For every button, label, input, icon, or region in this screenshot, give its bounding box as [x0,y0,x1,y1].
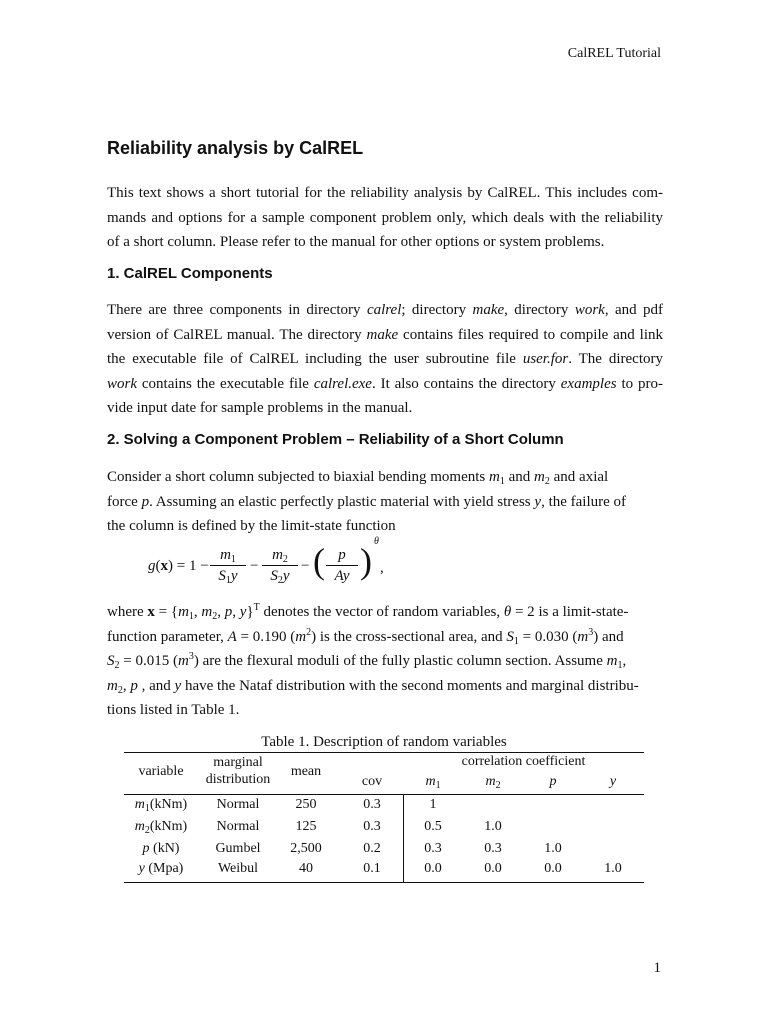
page-title: Reliability analysis by CalREL [107,138,364,158]
table-row-1-c1: 1 [429,797,437,812]
s2-p2-line-4: $m_2$, p , and y have the Nataf distribution with the second moments and marginal distribu- [107,677,639,696]
header-distribution: distribution [205,772,271,787]
table-row-3-c3: 1.0 [544,841,562,856]
header-cov: cov [361,774,383,789]
table-row-4-c4: 1.0 [604,861,622,876]
table-row-2-c2: 1.0 [484,819,502,834]
header-correlation: correlation coefficient [461,754,586,769]
table-row-2-mean: 125 [295,819,317,834]
s2-p1-line-1: Consider a short column subjected to biaxial bending moments $m_1$ and $m_2$ and axial [107,469,609,487]
table-row-4-c1: 0.0 [424,861,442,876]
table-row-4-dist: Weibul [217,861,259,876]
header-corr-m2: $m_2$ [485,774,501,791]
table-row-2-var: $m_2(kNm)$ [134,819,188,836]
s2-p2-line-3: $S_2 = 0.015$ $(m^3)$ are the flexural moduli of the fully plastic column section. Assume $m_1$, [107,651,627,671]
intro-line-3: of a short column. Please refer to the manual for other options or system problems. [107,234,605,250]
header-variable: variable [138,764,184,779]
s2-p2-line-2: function parameter, A = 0.190 $(m^2)$ is the cross-sectional area, and $S_1 = 0.030$ $(m^3)$ and [107,626,624,647]
table-row-4-mean: 40 [299,861,313,876]
s1-line-3: the executable file of CalREL including the user subroutine file user.for. The directory [107,351,663,367]
header-corr-p: p [549,774,557,789]
table-row-1-mean: 250 [295,797,317,812]
intro-paragraph [107,181,663,255]
section-2-heading: 2. Solving a Component Problem – Reliability of a Short Column [107,431,564,448]
table-row-4-cov: 0.1 [363,861,381,876]
table-row-3-c2: 0.3 [484,841,502,856]
table-row-3-var: p (kN) [142,841,180,856]
table-row-2-c1: 0.5 [424,819,442,834]
table-row-1-cov: 0.3 [363,797,381,812]
s2-p1-line-3: the column is defined by the limit-state function [107,518,396,534]
header-corr-m1: $m_1$ [425,774,441,791]
s1-line-5: vide input date for sample problems in the manual. [107,400,413,416]
s2-p1-line-2: force p. Assuming an elastic perfectly plastic material with yield stress y, the failure of [107,493,627,510]
table-vertical-rule [403,794,404,882]
intro-line-2: mands and options for a sample component problem only, which deals with the reliability [107,209,663,226]
limit-state-equation: g(x) = 1 − $\frac{m_1}{S_1y}$ − $\frac{m_2}{S_2y}$ − ( $\frac{p}{Ay}$ ) θ , [148,536,384,586]
intro-line-1: This text shows a short tutorial for the reliability analysis by CalREL. This includes com- [107,185,663,201]
table-row-3-c1: 0.3 [424,841,442,856]
table-row-3-mean: 2,500 [290,841,322,856]
table-row-2-dist: Normal [216,819,260,834]
table-row-3-dist: Gumbel [215,841,261,856]
section-1-heading: 1. CalREL Components [107,265,273,282]
table-row-4-c2: 0.0 [484,861,502,876]
table-caption: Table 1. Description of random variables [261,734,507,750]
s1-line-2: version of CalREL manual. The directory make contains files required to compile and link [107,326,663,343]
running-header: CalREL Tutorial [567,46,661,61]
s2-p2-line-5: tions listed in Table 1. [107,702,240,718]
table-row-2-cov: 0.3 [363,819,381,834]
table-row-4-c3: 0.0 [544,861,562,876]
section-2-paragraph-1 [107,465,663,539]
s1-line-4: work contains the executable file calrel.exe. It also contains the directory examples to pro- [107,375,663,392]
table-row-1-dist: Normal [216,797,260,812]
header-corr-y: y [609,774,617,789]
header-mean: mean [290,764,322,779]
table-bottom-rule [124,882,644,883]
page-number: 1 [653,960,661,976]
s2-p2-line-1: where $x = \{m_1$, $m_2$, p, y}$^T$ denotes the vector of random variables, θ = 2 is a limit-state- [107,602,629,622]
section-2-paragraph-2 [107,600,663,723]
table-header-rule [124,794,644,795]
table-row-1-var: $m_1(kNm)$ [134,797,188,814]
s1-line-1: There are three components in directory calrel; directory make, directory work, and pdf [107,302,664,318]
table-top-rule [124,752,403,753]
section-1-paragraph [107,298,663,421]
table-row-4-var: y (Mpa) [138,861,184,876]
header-marginal: marginal [213,755,263,770]
table-row-3-cov: 0.2 [363,841,381,856]
corr-rule-top [403,752,644,753]
